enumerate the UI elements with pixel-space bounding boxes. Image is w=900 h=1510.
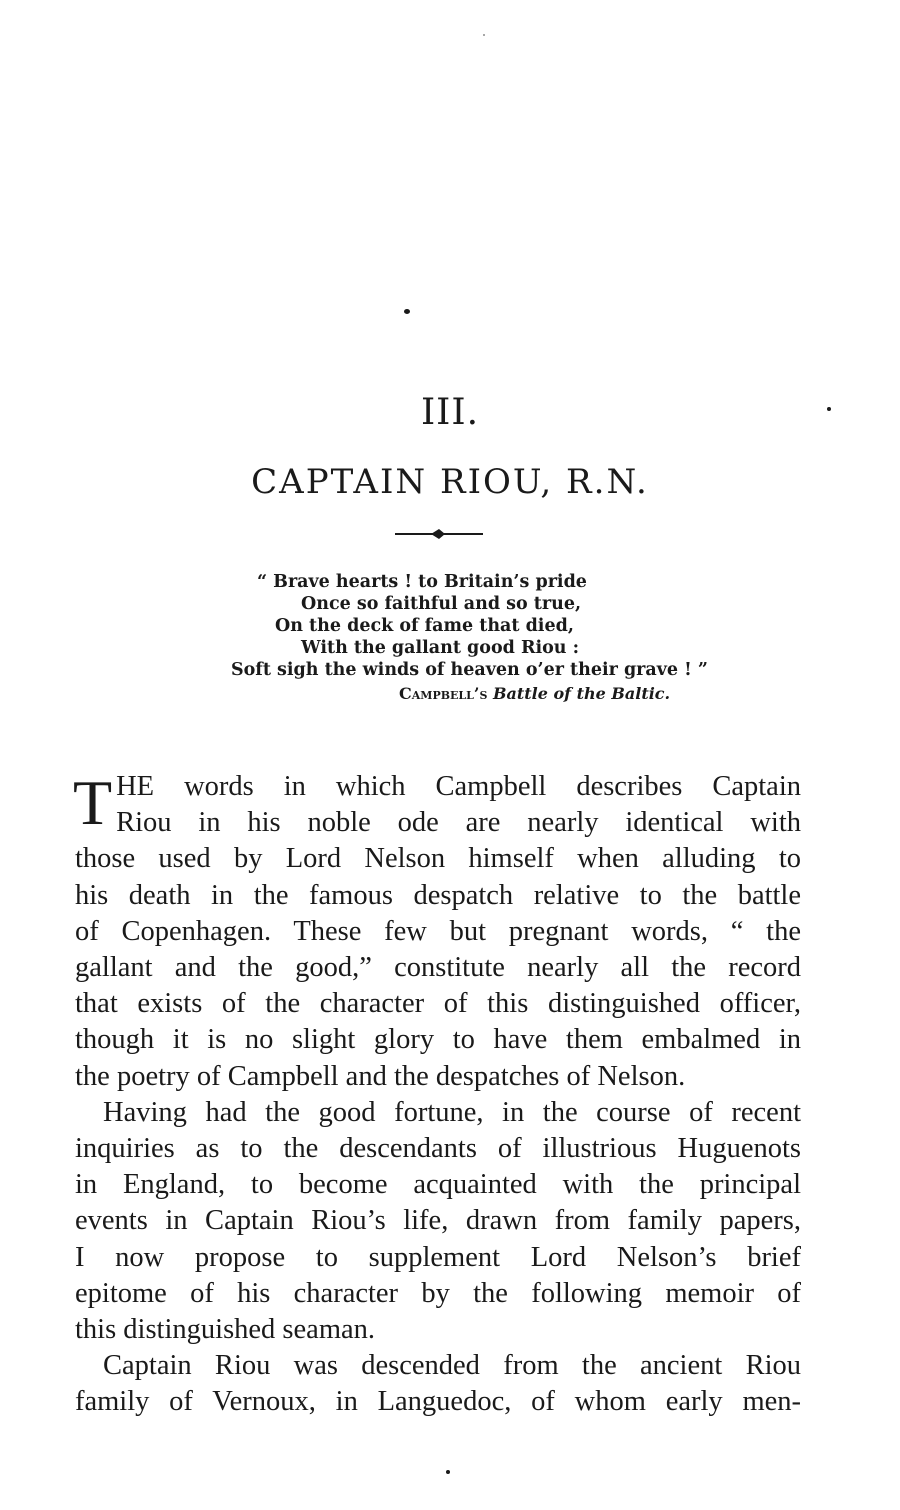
drop-cap: T	[73, 767, 113, 838]
text-line: those used by Lord Nelson himself when alluding to	[75, 843, 801, 875]
chapter-title: CAPTAIN RIOU, R.N.	[251, 462, 649, 502]
print-speck	[404, 309, 410, 314]
chapter-number: III.	[420, 392, 480, 433]
text-line: of Copenhagen. These few but pregnant words, “ the	[75, 915, 801, 947]
text-line: HE words in which Campbell describes Captain	[116, 771, 801, 802]
text-line: epitome of his character by the following memoir of	[75, 1277, 801, 1309]
text-line: his death in the famous despatch relative to the battle	[75, 879, 801, 911]
text-line: though it is no slight glory to have them embalmed in	[75, 1024, 801, 1056]
text-line: inquiries as to the descendants of illustrious Huguenots	[75, 1133, 801, 1165]
text-line: this distinguished seaman.	[75, 1314, 376, 1346]
text-line: in England, to become acquainted with the principal	[75, 1169, 801, 1201]
text-line: I now propose to supplement Lord Nelson’s brief	[75, 1241, 801, 1273]
body-text	[75, 769, 801, 1421]
epigraph-source	[399, 684, 670, 703]
epigraph-line: With the gallant good Riou :	[301, 638, 580, 658]
epigraph-work-title: Battle of the Baltic.	[492, 684, 671, 703]
epigraph-author: Campbell’s	[399, 684, 488, 703]
text-line: family of Vernoux, in Languedoc, of whom early men-	[75, 1386, 801, 1418]
epigraph-line: On the deck of fame that died,	[275, 616, 574, 636]
text-line: Having had the good fortune, in the course of recent	[103, 1096, 801, 1128]
epigraph-line: “ Brave hearts ! to Britain’s pride	[257, 572, 587, 592]
print-speck	[483, 34, 485, 36]
text-line: gallant and the good,” constitute nearly all the record	[75, 952, 801, 984]
divider-ornament-icon	[393, 526, 485, 542]
print-speck	[446, 1470, 450, 1474]
epigraph-line: Once so faithful and so true,	[301, 594, 582, 614]
epigraph-line: Soft sigh the winds of heaven o’er their grave ! ”	[231, 660, 708, 680]
text-line: Riou in his noble ode are nearly identical with	[116, 807, 801, 839]
text-line: the poetry of Campbell and the despatches of Nelson.	[75, 1060, 686, 1092]
text-line: events in Captain Riou’s life, drawn from family papers,	[75, 1205, 801, 1237]
paragraph	[75, 1348, 801, 1420]
paragraph	[75, 769, 801, 1095]
paragraph	[75, 1095, 801, 1348]
text-line: Captain Riou was descended from the ancient Riou	[103, 1350, 801, 1382]
text-line: that exists of the character of this distinguished officer,	[75, 988, 801, 1020]
